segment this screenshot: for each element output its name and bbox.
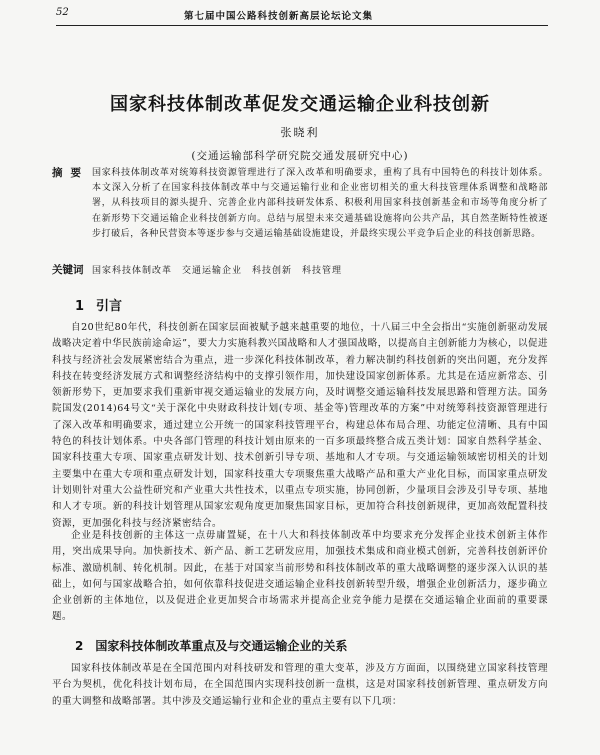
affiliation: (交通运输部科学研究院交通发展研究中心) <box>191 150 409 162</box>
keywords-text: 国家科技体制改革 交通运输企业 科技创新 科技管理 <box>92 266 343 276</box>
section-heading <box>75 295 122 314</box>
paper-title: 国家科技体制改革促发交通运输企业科技创新 <box>110 94 490 115</box>
journal-title: 第七届中国公路科技创新高层论坛论文集 <box>184 11 374 22</box>
keywords-label: 关键词 <box>52 264 84 276</box>
page-number: 52 <box>56 7 69 18</box>
section-title: 国家科技体制改革重点及与交通运输企业的关系 <box>95 639 348 653</box>
author: 张晓利 <box>280 126 320 139</box>
section-title: 引言 <box>96 299 123 314</box>
body-paragraph: 企业是科技创新的主体这一点毋庸置疑，在十八大和科技体制改革中均要求充分发挥企业技术创新主体作用，突出成果导向。加快新技术、新产品、新工艺研发应用，加强技术集成和商业模式创新，完善科技创新评价标准、激励机制、转化机制。因此，在基于对国家当前形势和科技体制改革的重大战略调整的逐步深入认识的基础上，如何与国家战略合拍，如何依靠科技促进交通运输企业科技创新转型升级，增强企业创新活力，逐步确立企业创新的主体地位，以及促进企业更加契合市场需求并提高企业竞争能力是摆在交通运输企业面前的重要课题。 <box>52 530 548 623</box>
running-header <box>56 7 548 23</box>
section-number: 2 <box>75 639 84 653</box>
abstract-label: 摘要 <box>52 167 89 179</box>
section-number: 1 <box>75 299 85 314</box>
header-rule <box>56 25 548 26</box>
body-paragraph: 国家科技体制改革是在全国范围内对科技研发和管理的重大变革，涉及方方面面，以围绕建立国家科技管理平台为契机，优化科技计划布局，在全国范围内实现科技创新一盘棋，这是对国家科技创新管理、重点研发方向的重大调整和战略部署。其中涉及交通运输行业和企业的重点主要有以下几项： <box>52 663 548 707</box>
abstract-text: 国家科技体制改革对统筹科技资源管理进行了深入改革和明确要求，重构了具有中国特色的科技计划体系。本文深入分析了在国家科技体制改革中与交通运输行业和企业密切相关的重大科技管理体系调整和战略部署，从科技项目的源头提升、完善企业内部科技研发体系、积极利用国家科技创新基金和市场等角度分析了在新形势下交通运输企业科技创新方向。总结与展望未来交通基础设施将向公共产品，其自然垄断特性被逐步打破后，各种民营资本等逐步参与交通运输基础设施建设，并最终实现公平竞争后企业的科技创新思路。 <box>92 168 548 239</box>
section-heading <box>75 637 347 654</box>
body-paragraph: 自20世纪80年代，科技创新在国家层面被赋予越来越重要的地位，十八届三中全会指出“实施创新驱动发展战略决定着中华民族前途命运”，要大力实施科教兴国战略和人才强国战略，以提高自主创新能力为核心，以促进科技与经济社会发展紧密结合为重点，进一步深化科技体制改革，着力解决制约科技创新的突出问题，充分发挥科技在转变经济发展方式和调整经济结构中的支撑引领作用，加快建设国家创新体系。尤其是在适应新常态、引领新形势下，更加要求我们重新审视交通运输业的发展方向，及时调整交通运输科技发展思路和管理方法。国务院国发(2014)64号文“关于深化中央财政科技计划(专项、基金等)管理改革的方案”中对统筹科技资源管理进行了深入改革和明确要求，通过建立公开统一的国家科技管理平台，构建总体布局合理、功能定位清晰、具有中国特色的科技计划体系。中央各部门管理的科技计划由原来的一百多项最终整合成五类计划：国家自然科学基金、国家科技重大专项、国家重点研发计划、技术创新引导专项、基地和人才专项。与交通运输领域密切相关的计划主要集中在重大专项和重点研发计划，国家科技重大专项聚焦重大战略产品和重大产业化目标，而国家重点研发计划则针对重大公益性研究和产业重大共性技术，以重点专项实施，协同创新，少量项目会涉及引导专项、基地和人才专项。新的科技计划管理从国家宏观角度更加聚焦国家目标，更加符合科技创新规律，更加高效配置科技资源，更加强化科技与经济紧密结合。 <box>52 322 548 529</box>
